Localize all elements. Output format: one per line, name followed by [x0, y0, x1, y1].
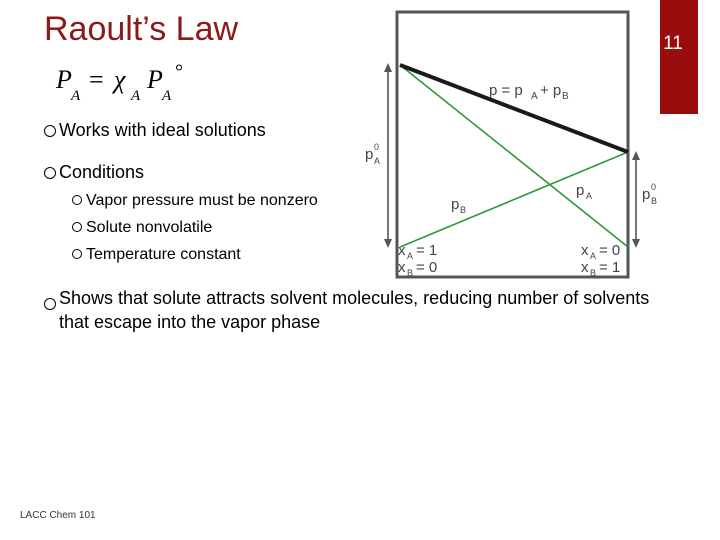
label-right-xb-sub: B: [590, 268, 597, 278]
label-total-sub-a: A: [531, 91, 538, 102]
vapor-pressure-diagram: [360, 8, 670, 283]
sub-bullet-label: Vapor pressure must be nonzero: [86, 192, 318, 209]
bullet-label: Shows that solute attracts solvent molecules, reducing number of solvents that escape into the vapor phase: [59, 288, 650, 332]
formula-sub-a-2: A: [131, 88, 141, 104]
label-pb0-p: p: [642, 186, 651, 203]
label-left-xb-val: = 0: [416, 259, 438, 276]
label-left-xb: x: [398, 259, 406, 276]
label-pb-sub: B: [460, 205, 467, 215]
bullet-solute-attracts: [44, 286, 659, 334]
label-total-plus: + p: [540, 82, 562, 99]
label-right-xa-val: = 0: [599, 242, 621, 259]
formula-p-a-star: P: [147, 65, 163, 94]
label-right-xa: x: [581, 242, 589, 259]
formula-sub-a-3: A: [162, 88, 172, 104]
formula-equals: =: [89, 65, 104, 94]
arrow-pa0-bottom: [384, 239, 392, 248]
bullet-ideal-solutions: [44, 118, 266, 142]
label-pa-p: p: [576, 182, 585, 199]
bullet-circle-icon: [72, 249, 82, 259]
label-left-xa-sub: A: [407, 251, 414, 261]
slide-number: 11: [663, 33, 683, 54]
arrow-pa0-top: [384, 63, 392, 72]
slide-title: Raoult’s Law: [44, 10, 239, 48]
arrow-pb0-top: [632, 151, 640, 160]
label-right-xb-val: = 1: [599, 259, 621, 276]
label-left-xb-sub: B: [407, 268, 414, 278]
sub-bullet-label: Temperature constant: [86, 246, 241, 263]
label-pa0-p: p: [365, 146, 374, 163]
line-pb: [400, 152, 628, 247]
bullet-circle-icon: [44, 125, 56, 137]
sub-bullet-temperature: [72, 245, 241, 265]
label-pa-sub: A: [586, 191, 593, 201]
label-right-xa-sub: A: [590, 251, 597, 261]
diagram-frame: [397, 12, 628, 277]
label-pa0-sup: 0: [374, 142, 380, 152]
bullet-circle-icon: [72, 195, 82, 205]
label-left-xa: x: [398, 242, 406, 259]
raoult-formula: [52, 62, 212, 106]
label-pb0-sub: B: [651, 196, 658, 206]
arrow-pb0-bottom: [632, 239, 640, 248]
label-pb0-sup: 0: [651, 182, 657, 192]
formula-p-a: P: [56, 65, 72, 94]
label-pa0-sub: A: [374, 156, 381, 166]
sub-bullet-label: Solute nonvolatile: [86, 219, 213, 236]
formula-degree: °: [175, 62, 183, 83]
sub-bullet-nonvolatile: [72, 218, 212, 238]
bullet-label: Works with ideal solutions: [59, 120, 266, 140]
formula-chi: χ: [114, 65, 126, 94]
label-total-p: p = p: [489, 82, 523, 99]
line-total: [400, 65, 628, 152]
formula-sub-a-1: A: [71, 88, 81, 104]
label-right-xb: x: [581, 259, 589, 276]
sub-bullet-vapor-pressure: [72, 191, 318, 211]
bullet-conditions: [44, 160, 144, 184]
bullet-circle-icon: [44, 167, 56, 179]
bullet-circle-icon: [44, 298, 56, 310]
label-pb-p: p: [451, 196, 460, 213]
label-total-sub-b: B: [562, 91, 569, 102]
bullet-label: Conditions: [59, 162, 145, 182]
label-left-xa-val: = 1: [416, 242, 438, 259]
bullet-circle-icon: [72, 222, 82, 232]
footer-text: LACC Chem 101: [20, 510, 96, 521]
